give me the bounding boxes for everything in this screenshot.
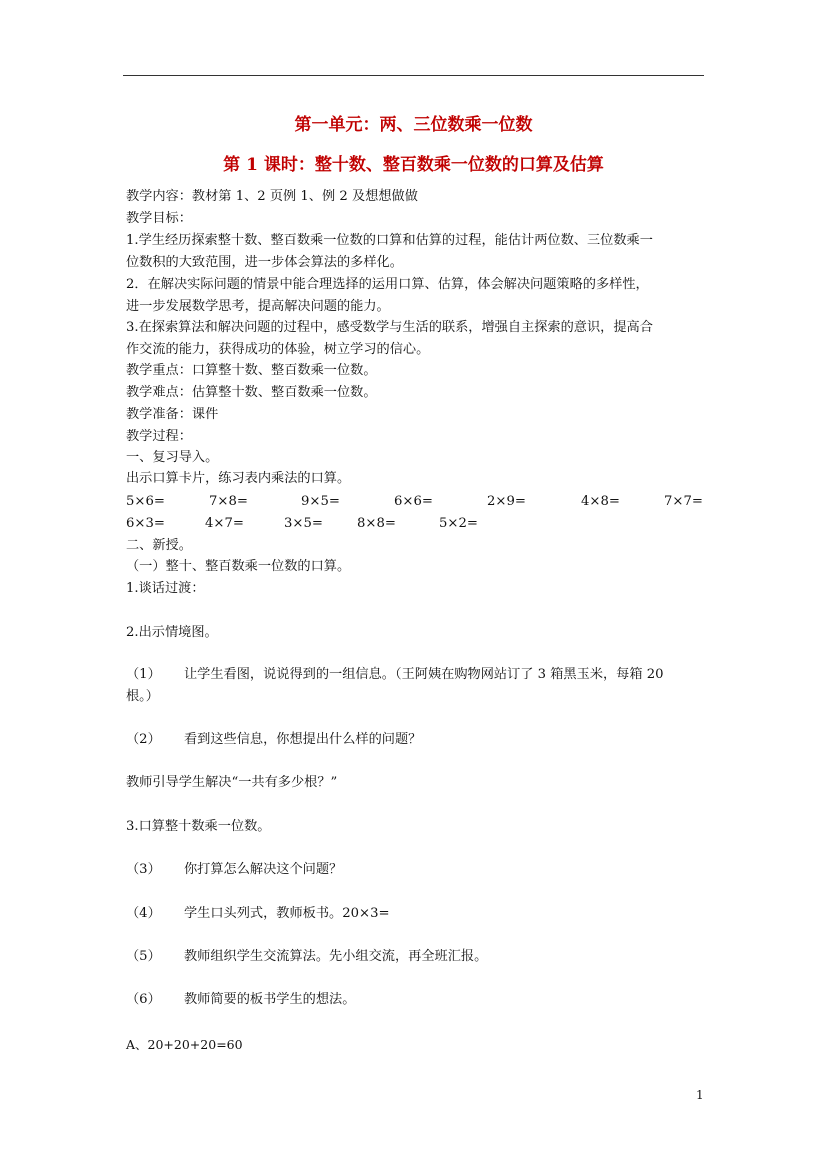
step-1: 1.谈话过渡：	[126, 581, 205, 596]
math-item: 9×5=	[301, 494, 340, 509]
math-item: 2×9=	[487, 494, 526, 509]
equation-a: A、20+20+20=60	[126, 1037, 243, 1052]
preparation: 教学准备：课件	[126, 407, 219, 422]
question-1-line-1: 让学生看图，说说得到的一组信息。（王阿姨在购物网站订了 3 箱黑玉米，每箱 20	[184, 667, 664, 682]
teacher-guide: 教师引导学生解决“一共有多少根？”	[126, 775, 338, 790]
math-item: 8×8=	[357, 516, 396, 531]
question-5-number: （5）	[126, 949, 161, 964]
question-2: 看到这些信息，你想提出什么样的问题？	[184, 732, 422, 747]
goal-2-line-1: 2．在解决实际问题的情景中能合理选择的运用口算、估算，体会解决问题策略的多样性，	[126, 277, 649, 292]
question-2-number: （2）	[126, 732, 161, 747]
math-item: 3×5=	[284, 516, 323, 531]
math-row-2	[126, 515, 706, 533]
key-point: 教学重点：口算整十数、整百数乘一位数。	[126, 363, 377, 378]
question-5: 教师组织学生交流算法。先小组交流，再全班汇报。	[184, 949, 488, 964]
page-number: 1	[696, 1088, 704, 1102]
lesson-title: 第 1 课时：整十数、整百数乘一位数的口算及估算	[223, 155, 604, 175]
math-item: 4×7=	[205, 516, 244, 531]
process-label: 教学过程：	[126, 429, 192, 444]
question-4-number: （4）	[126, 906, 161, 921]
teaching-content: 教学内容：教材第 1、2 页例 1、例 2 及想想做做	[126, 189, 418, 204]
difficult-point: 教学难点：估算整十数、整百数乘一位数。	[126, 385, 377, 400]
goal-1-line-1: 1.学生经历探索整十数、整百数乘一位数的口算和估算的过程，能估计两位数、三位数乘一	[126, 233, 653, 248]
step-2: 2.出示情境图。	[126, 625, 218, 640]
math-item: 5×2=	[439, 516, 478, 531]
question-4: 学生口头列式，教师板书。20×3=	[184, 906, 390, 921]
question-3: 你打算怎么解决这个问题？	[184, 862, 343, 877]
math-row-1	[126, 493, 706, 511]
math-item: 6×3=	[126, 516, 165, 531]
math-item: 5×6=	[126, 494, 165, 509]
step-3: 3.口算整十数乘一位数。	[126, 819, 271, 834]
section-2-heading: 二、新授。	[126, 538, 192, 553]
goals-label: 教学目标：	[126, 211, 192, 226]
goal-3-line-2: 作交流的能力，获得成功的体验，树立学习的信心。	[126, 342, 430, 357]
goal-2-line-2: 进一步发展数学思考，提高解决问题的能力。	[126, 299, 390, 314]
math-item: 7×7=	[664, 494, 703, 509]
math-item: 7×8=	[209, 494, 248, 509]
question-1-number: （1）	[126, 667, 161, 682]
math-item: 6×6=	[394, 494, 433, 509]
question-1-line-2: 根。）	[126, 689, 159, 704]
unit-title: 第一单元：两、三位数乘一位数	[294, 115, 533, 135]
section-2-subheading: （一）整十、整百数乘一位数的口算。	[126, 559, 351, 574]
question-6-number: （6）	[126, 992, 161, 1007]
goal-3-line-1: 3.在探索算法和解决问题的过程中，感受数学与生活的联系，增强自主探索的意识，提高合	[126, 320, 653, 335]
question-3-number: （3）	[126, 862, 161, 877]
question-6: 教师简要的板书学生的想法。	[184, 992, 356, 1007]
goal-1-line-2: 位数积的大致范围，进一步体会算法的多样化。	[126, 255, 403, 270]
header-rule	[123, 75, 704, 76]
math-item: 4×8=	[581, 494, 620, 509]
section-1-desc: 出示口算卡片，练习表内乘法的口算。	[126, 471, 351, 486]
section-1-heading: 一、复习导入。	[126, 450, 219, 465]
